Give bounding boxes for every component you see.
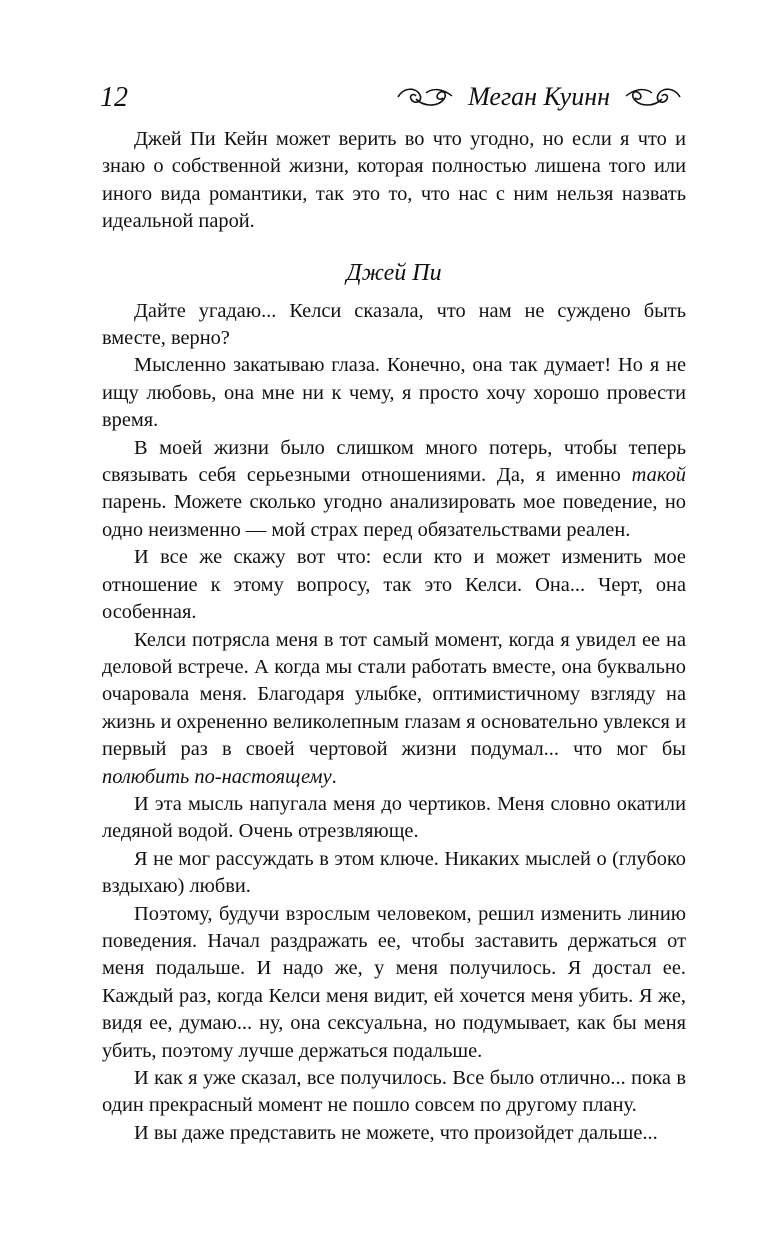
paragraph: И вы даже представить не можете, что произойдет дальше... bbox=[134, 1121, 658, 1144]
paragraph-text: В моей жизни было слишком много потерь, чтобы теперь связывать себя серьезными отношениями. Да, я именно bbox=[102, 436, 686, 487]
paragraph-text: парень. Можете сколько угодно анализировать мое поведение, но одно неизменно — мой страх перед обязательствами реален. bbox=[102, 491, 686, 541]
page-number: 12 bbox=[100, 82, 128, 113]
author-name: Меган Куинн bbox=[468, 82, 610, 111]
paragraph: Я не мог рассуждать в этом ключе. Никаких мыслей о (глубоко вздыхаю) любви. bbox=[102, 847, 686, 898]
paragraph bbox=[102, 627, 686, 791]
paragraph: И эта мысль напугала меня до чертиков. Меня словно окатили ледяной водой. Очень отрезвляюще. bbox=[102, 792, 686, 843]
paragraph: Поэтому, будучи взрослым человеком, решил изменить линию поведения. Начал раздражать ее, чтобы заставить держаться от меня подальше. И надо же, у меня получилось. Я достал ее. Каждый раз, когда Келси меня видит, ей хочется меня убить. Я же, видя ее, думаю... ну, она сексуальна, но подумывает, как бы меня убить, поэтому лучше держаться подальше. bbox=[102, 902, 686, 1062]
paragraph: И как я уже сказал, все получилось. Все было отлично... пока в один прекрасный момент не пошло совсем по другому плану. bbox=[102, 1067, 686, 1117]
paragraph-text: . bbox=[331, 765, 337, 788]
emphasis-text: полюбить по-настоящему bbox=[102, 765, 332, 788]
flourish-ornament-right-icon bbox=[624, 85, 682, 109]
paragraph: Мысленно закатываю глаза. Конечно, она так думает! Но я не ищу любовь, она мне ни к чему, я просто хочу хорошо провести время. bbox=[102, 354, 686, 432]
flourish-ornament-left-icon bbox=[396, 85, 454, 109]
emphasis-text: такой bbox=[631, 464, 686, 487]
running-header bbox=[396, 84, 682, 110]
paragraph: Дайте угадаю... Келси сказала, что нам не суждено быть вместе, верно? bbox=[102, 299, 686, 350]
paragraph: И все же скажу вот что: если кто и может изменить мое отношение к этому вопросу, так это Келси. Она... Черт, она особенная. bbox=[102, 546, 686, 624]
paragraph bbox=[102, 435, 686, 545]
body-text bbox=[102, 126, 686, 1147]
paragraph-text: Келси потрясла меня в тот самый момент, когда я увидел ее на деловой встрече. А когда мы стали работать вместе, она буквально очаровала меня. Благодаря улыбке, оптимистичному взгляду на жизнь и охрененно великолепным глазам я основательно увлекся и первый раз в своей чертовой жизни подумал... что мог бы bbox=[102, 628, 686, 761]
section-title: Джей Пи bbox=[346, 259, 442, 286]
intro-paragraph: Джей Пи Кейн может верить во что угодно, но если я что и знаю о собственной жизни, которая полностью лишена того или иного вида романтики, так это то, что нас с ним нельзя назвать идеальной парой. bbox=[102, 128, 686, 233]
